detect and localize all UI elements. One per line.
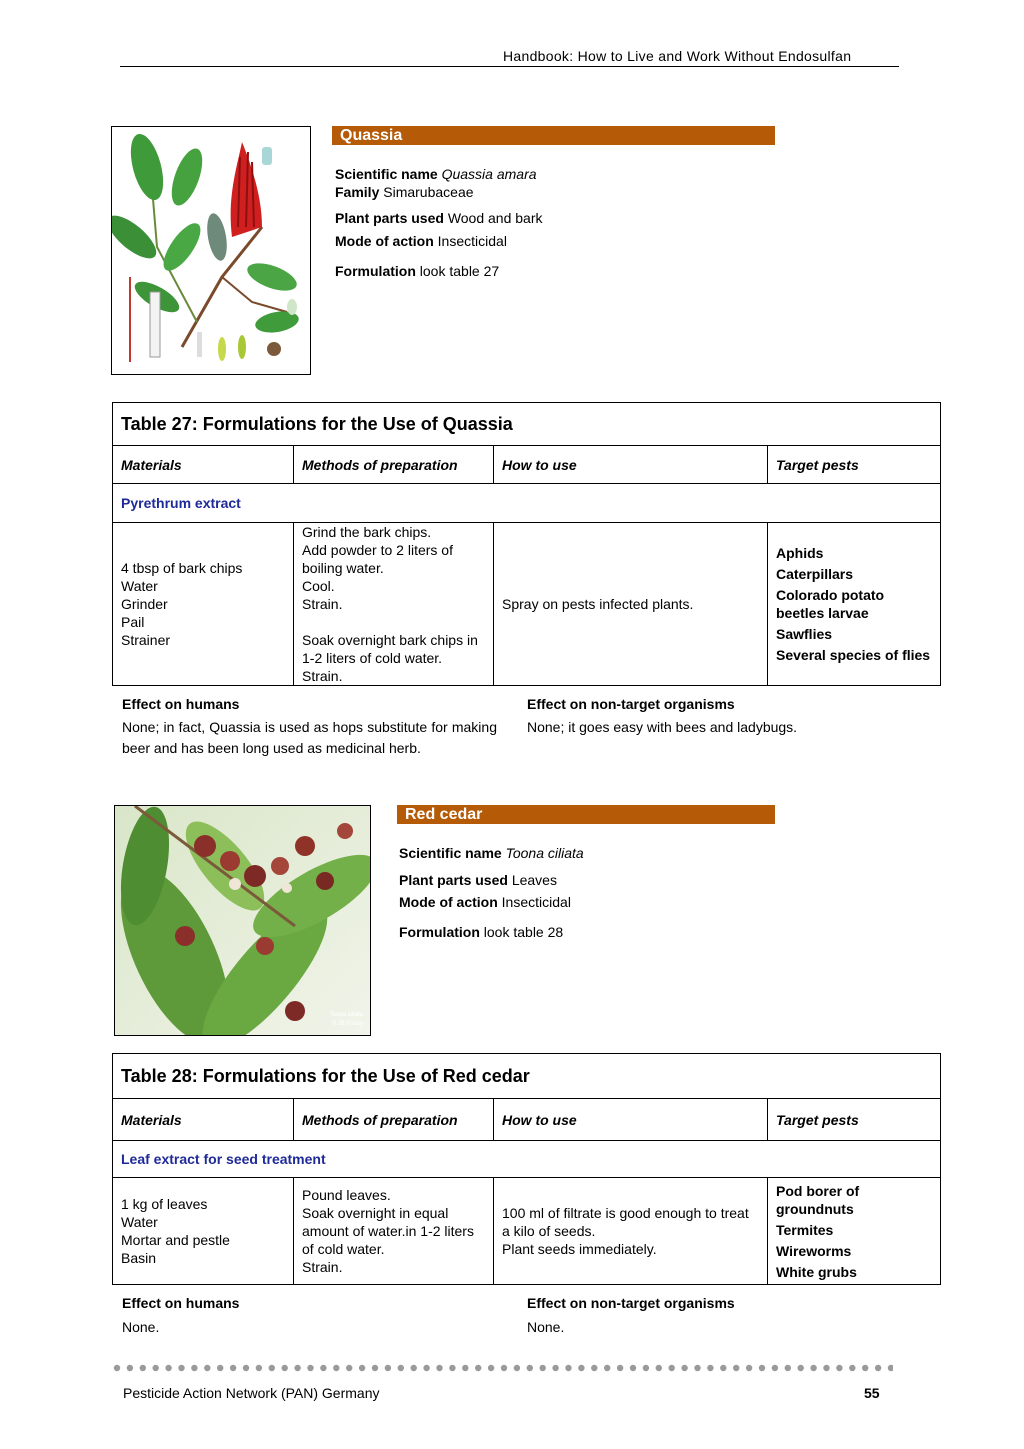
effect-humans-text-28: None. xyxy=(122,1319,160,1335)
footer-dot xyxy=(359,1365,365,1371)
footer-dot xyxy=(243,1365,249,1371)
photo-caption-species: Toona ciliata xyxy=(329,1012,363,1018)
footer-dot xyxy=(307,1365,313,1371)
table-28-materials: 1 kg of leaves Water Mortar and pestle Basin xyxy=(113,1178,294,1285)
footer-dot xyxy=(501,1365,507,1371)
quassia-section-title: Quassia xyxy=(332,126,775,145)
table-28-header-materials: Materials xyxy=(113,1099,294,1141)
effect-nontarget-label: Effect on non-target organisms xyxy=(527,696,735,712)
effect-nontarget-text: None; it goes easy with bees and ladybugs. xyxy=(527,719,798,735)
footer-dot xyxy=(630,1365,636,1371)
table-27-how-to-use: Spray on pests infected plants. xyxy=(494,523,768,686)
footer-dot xyxy=(694,1365,700,1371)
footer-dot xyxy=(578,1365,584,1371)
effect-humans-label: Effect on humans xyxy=(122,696,240,712)
footer-dot xyxy=(127,1365,133,1371)
pest-item: Several species of flies xyxy=(776,647,931,663)
footer-dot-rule xyxy=(113,1363,893,1373)
footer-dot xyxy=(656,1365,662,1371)
pest-item: Wireworms xyxy=(776,1242,852,1259)
footer-dot xyxy=(810,1365,816,1371)
table-28-methods: Pound leaves. Soak overnight in equal amount of water.in 1-2 liters of cold water. Strain. xyxy=(294,1178,494,1285)
footer-dot xyxy=(178,1365,184,1371)
footer-organization: Pesticide Action Network (PAN) Germany xyxy=(123,1385,380,1401)
footer-dot xyxy=(385,1365,391,1371)
running-header: Handbook: How to Live and Work Without Endosulfan xyxy=(503,48,852,64)
table-27 xyxy=(112,402,941,686)
effect-nontarget-text-28: None. xyxy=(527,1319,565,1335)
header-divider xyxy=(120,66,899,67)
red-cedar-plant-parts: Plant parts used Leaves xyxy=(399,872,557,888)
footer-dot xyxy=(785,1365,791,1371)
footer-dot xyxy=(746,1365,752,1371)
effect-humans-text: None; in fact, Quassia is used as hops substitute for making beer and has been long used as medicinal herb. xyxy=(122,719,497,756)
footer-dot xyxy=(707,1365,713,1371)
footer-dot xyxy=(836,1365,842,1371)
footer-dot xyxy=(643,1365,649,1371)
footer-dot xyxy=(862,1365,868,1371)
pest-item: Caterpillars xyxy=(776,566,854,582)
page-number: 55 xyxy=(864,1385,880,1401)
footer-dot xyxy=(333,1365,339,1371)
table-27-methods: Grind the bark chips. Add powder to 2 liters of boiling water. Cool. Strain. Soak overnight bark chips in 1-2 liters of cold water. Strain. xyxy=(294,523,494,686)
table-27-header-pests: Target pests xyxy=(768,446,941,484)
pest-item: Sawflies xyxy=(776,626,833,642)
table-27-title: Table 27: Formulations for the Use of Quassia xyxy=(113,403,941,446)
footer-dot xyxy=(733,1365,739,1371)
table-28-header-methods: Methods of preparation xyxy=(294,1099,494,1141)
photo-caption-credit: © JB Friday xyxy=(331,1021,363,1027)
table-28-header-how: How to use xyxy=(494,1099,768,1141)
quassia-illustration xyxy=(111,126,311,375)
footer-dot xyxy=(617,1365,623,1371)
footer-dot xyxy=(720,1365,726,1371)
footer-dot xyxy=(398,1365,404,1371)
footer-dot xyxy=(888,1365,893,1371)
effect-humans-label-28: Effect on humans xyxy=(122,1295,240,1311)
table-27-subheader: Pyrethrum extract xyxy=(113,484,941,523)
quassia-mode-of-action: Mode of action Insecticidal xyxy=(335,233,507,249)
footer-dot xyxy=(165,1365,171,1371)
red-cedar-section-title: Red cedar xyxy=(397,805,775,824)
footer-dot xyxy=(681,1365,687,1371)
red-cedar-formulation: Formulation look table 28 xyxy=(399,924,564,940)
footer-dot xyxy=(540,1365,546,1371)
footer-dot xyxy=(475,1365,481,1371)
pest-item: White grubs xyxy=(776,1263,857,1280)
footer-dot xyxy=(849,1365,855,1371)
footer-dot xyxy=(230,1365,236,1371)
pest-item: Termites xyxy=(776,1221,834,1238)
footer-dot xyxy=(772,1365,778,1371)
footer-dot xyxy=(798,1365,804,1371)
footer-dot xyxy=(411,1365,417,1371)
footer-dot xyxy=(217,1365,223,1371)
red-cedar-photo xyxy=(114,805,371,1036)
table-27-materials: 4 tbsp of bark chips Water Grinder Pail Strainer xyxy=(113,523,294,686)
footer-dot xyxy=(191,1365,197,1371)
footer-dot xyxy=(514,1365,520,1371)
footer-dot xyxy=(269,1365,275,1371)
footer-dot xyxy=(552,1365,558,1371)
pest-item: Colorado potato beetles larvae xyxy=(776,587,885,621)
quassia-family: Family Simarubaceae xyxy=(335,184,474,200)
footer-dot xyxy=(282,1365,288,1371)
footer-dot xyxy=(591,1365,597,1371)
footer-dot xyxy=(320,1365,326,1371)
table-28 xyxy=(112,1053,941,1285)
footer-dot xyxy=(256,1365,262,1371)
footer-dot xyxy=(140,1365,146,1371)
table-28-how-to-use: 100 ml of filtrate is good enough to treat a kilo of seeds. Plant seeds immediately. xyxy=(494,1178,768,1285)
table-28-header-pests: Target pests xyxy=(768,1099,941,1141)
footer-dot xyxy=(372,1365,378,1371)
footer-dot xyxy=(488,1365,494,1371)
table-27-header-how: How to use xyxy=(494,446,768,484)
table-27-header-materials: Materials xyxy=(113,446,294,484)
red-cedar-scientific-name: Scientific name Toona ciliata xyxy=(399,845,584,861)
quassia-scientific-name: Scientific name Quassia amara xyxy=(335,166,537,182)
quassia-plant-parts: Plant parts used Wood and bark xyxy=(335,210,543,226)
red-cedar-mode-of-action: Mode of action Insecticidal xyxy=(399,894,571,910)
table-27-header-methods: Methods of preparation xyxy=(294,446,494,484)
footer-dot xyxy=(669,1365,675,1371)
table-28-subheader: Leaf extract for seed treatment xyxy=(113,1141,941,1178)
table-28-target-pests xyxy=(768,1178,941,1285)
footer-dot xyxy=(346,1365,352,1371)
pest-item: Pod borer of groundnuts xyxy=(776,1182,860,1217)
footer-dot xyxy=(294,1365,300,1371)
footer-dot xyxy=(423,1365,429,1371)
footer-dot xyxy=(449,1365,455,1371)
quassia-formulation: Formulation look table 27 xyxy=(335,263,500,279)
footer-dot xyxy=(527,1365,533,1371)
footer-dot xyxy=(462,1365,468,1371)
footer-dot xyxy=(604,1365,610,1371)
effect-nontarget-label-28: Effect on non-target organisms xyxy=(527,1295,735,1311)
table-28-title: Table 28: Formulations for the Use of Red cedar xyxy=(113,1054,941,1099)
footer-dot xyxy=(875,1365,881,1371)
footer-dot xyxy=(565,1365,571,1371)
footer-dot xyxy=(204,1365,210,1371)
pest-item: Aphids xyxy=(776,545,824,561)
footer-dot xyxy=(114,1365,120,1371)
table-27-target-pests xyxy=(768,523,941,686)
footer-dot xyxy=(153,1365,159,1371)
footer-dot xyxy=(436,1365,442,1371)
footer-dot xyxy=(823,1365,829,1371)
footer-dot xyxy=(759,1365,765,1371)
